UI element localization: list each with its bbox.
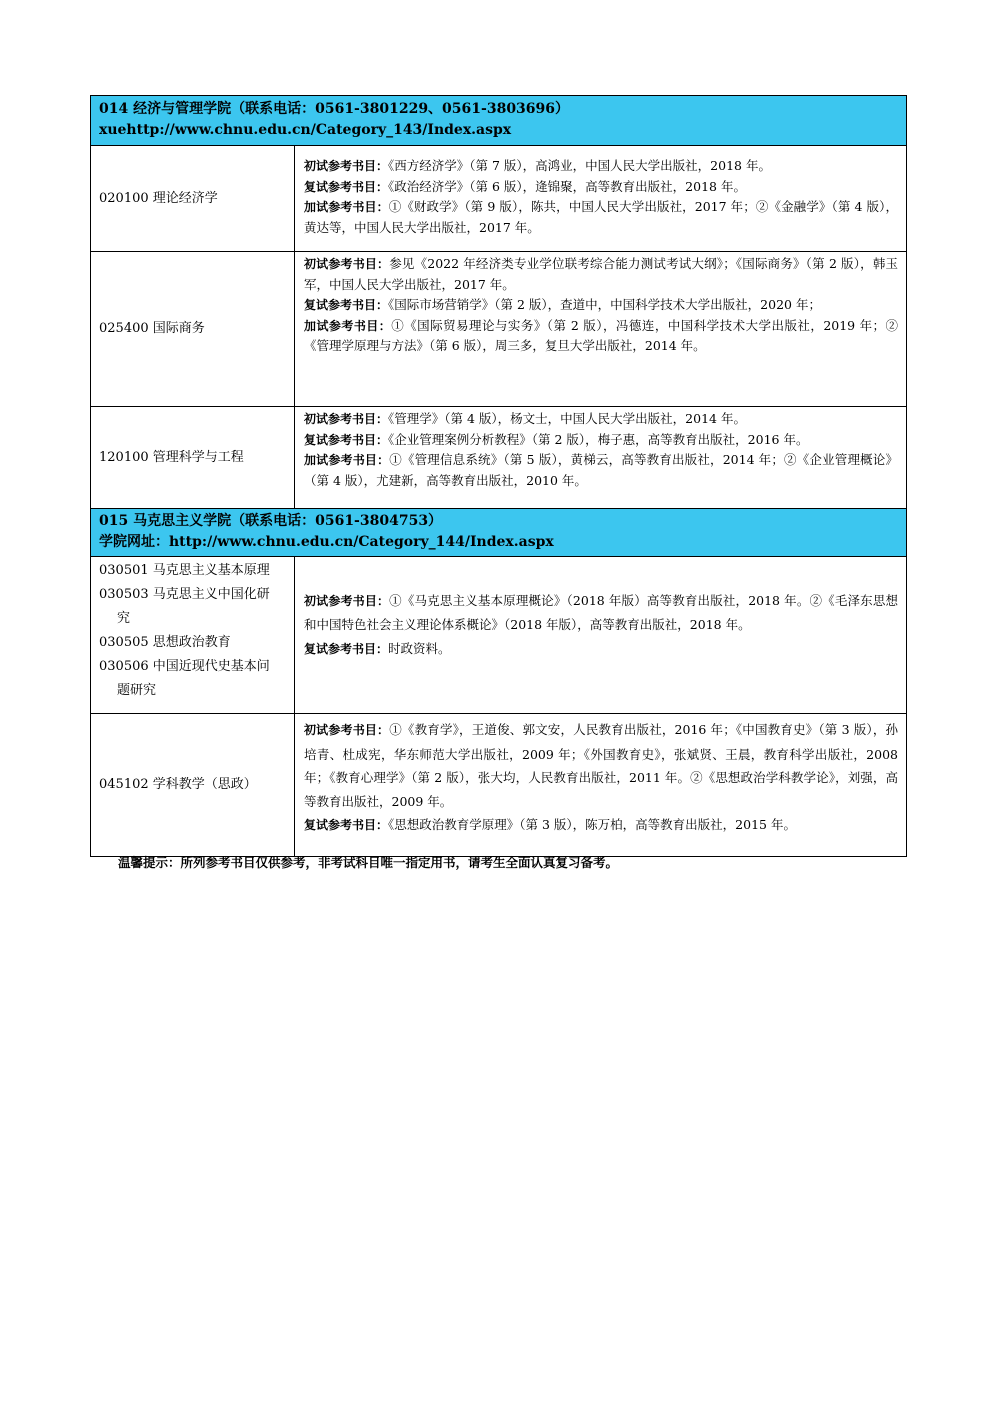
book-entry <box>304 254 898 295</box>
book-list <box>295 146 907 252</box>
book-label: 初试参考书目： <box>304 412 389 426</box>
reference-books-table <box>90 95 907 857</box>
book-entry <box>304 177 898 198</box>
book-text: 《国际市场营销学》（第 2 版），查道中，中国科学技术大学出版社，2020 年； <box>388 297 821 312</box>
section-header-015 <box>91 509 907 557</box>
book-entry <box>304 156 898 177</box>
book-label: 复试参考书目： <box>304 818 389 832</box>
major-name: 030501 马克思主义基本原理 <box>99 563 270 578</box>
book-text: 《西方经济学》（第 7 版），高鸿业，中国人民大学出版社，2018 年。 <box>388 158 771 173</box>
book-list <box>295 252 907 407</box>
book-label: 复试参考书目： <box>304 179 389 194</box>
book-list <box>295 714 907 857</box>
book-label: 复试参考书目： <box>304 432 389 447</box>
book-label: 初试参考书目： <box>304 159 389 173</box>
book-text: 《管理学》（第 4 版），杨文士，中国人民大学出版社，2014 年。 <box>388 411 746 426</box>
section-website: 学院网址：http://www.chnu.edu.cn/Category_144/Index.aspx <box>99 534 554 550</box>
table-row <box>91 146 907 252</box>
section-title: 015 马克思主义学院（联系电话：0561-3804753） <box>99 513 443 529</box>
book-entry <box>304 450 898 491</box>
book-entry <box>304 409 898 430</box>
book-text: 参见《2022 年经济类专业学位联考综合能力测试考试大纲》；《国际商务》（第 2 版），韩玉军，中国人民大学出版社，2017 年。 <box>304 256 898 292</box>
book-text: 《政治经济学》（第 6 版），逄锦聚，高等教育出版社，2018 年。 <box>388 178 746 194</box>
book-entry <box>304 589 898 637</box>
book-entry <box>304 316 898 357</box>
table-row <box>91 252 907 407</box>
book-entry <box>304 295 898 316</box>
book-list <box>295 407 907 509</box>
table-row <box>91 407 907 509</box>
major-name: 030505 思想政治教育 <box>99 635 231 650</box>
book-text: ①《国际贸易理论与实务》（第 2 版），冯德连，中国科学技术大学出版社，2019 年；②《管理学原理与方法》（第 6 版），周三多，复旦大学出版社，2014 年。 <box>304 317 898 353</box>
book-entry <box>304 813 898 838</box>
major-name: 045102 学科教学（思政） <box>91 714 295 857</box>
book-text: ①《教育学》，王道俊、郭文安，人民教育出版社，2016 年；《中国教育史》（第 3 版），孙培青、杜成宪，华东师范大学出版社，2009 年；《外国教育史》，张斌贤、王晨，教育科学出版社，2008 年；《教育心理学》（第 2 版），张大均，人民教育出版社，2011 年。②《思想政治学科教学论》，刘强，高等教育出版社，2009 年。 <box>304 722 898 809</box>
book-text: ①《管理信息系统》（第 5 版），黄梯云，高等教育出版社，2014 年；②《企业管理概论》（第 4 版），尤建新，高等教育出版社，2010 年。 <box>304 452 898 488</box>
table-row <box>91 714 907 857</box>
major-name: 120100 管理科学与工程 <box>91 407 295 509</box>
book-label: 加试参考书目： <box>304 453 390 467</box>
book-entry <box>304 637 898 661</box>
book-entry <box>304 430 898 451</box>
book-entry <box>304 718 898 813</box>
book-label: 初试参考书目： <box>304 594 390 608</box>
book-label: 加试参考书目： <box>304 318 392 333</box>
book-list <box>295 557 907 714</box>
book-text: 《思想政治教育学原理》（第 3 版），陈万柏，高等教育出版社，2015 年。 <box>388 817 796 832</box>
major-list <box>91 557 295 714</box>
section-website: xuehttp://www.chnu.edu.cn/Category_143/Index.aspx <box>99 122 512 138</box>
tip-note: 温馨提示：所列参考书目仅供参考，非考试科目唯一指定用书，请考生全面认真复习备考。 <box>118 855 619 870</box>
book-label: 复试参考书目： <box>304 298 389 312</box>
section-title: 014 经济与管理学院（联系电话：0561-3801229、0561-3803696） <box>99 101 570 117</box>
table-row <box>91 557 907 714</box>
major-name-continued: 究 <box>117 611 131 626</box>
major-name: 030503 马克思主义中国化研 <box>99 587 270 602</box>
book-label: 复试参考书目： <box>304 642 389 656</box>
book-label: 加试参考书目： <box>304 200 389 214</box>
book-label: 初试参考书目： <box>304 723 390 737</box>
book-text: 《企业管理案例分析教程》（第 2 版），梅子惠，高等教育出版社，2016 年。 <box>388 431 809 447</box>
book-text: 时政资料。 <box>388 641 451 656</box>
book-text: ①《财政学》（第 9 版），陈共，中国人民大学出版社，2017 年；②《金融学》（第 4 版），黄达等，中国人民大学出版社，2017 年。 <box>304 199 898 235</box>
book-text: ①《马克思主义基本原理概论》（2018 年版）高等教育出版社，2018 年。②《毛泽东思想和中国特色社会主义理论体系概论》（2018 年版），高等教育出版社，2018 年。 <box>304 593 898 632</box>
section-header-014 <box>91 96 907 146</box>
book-label: 初试参考书目： <box>304 257 390 271</box>
major-name: 030506 中国近现代史基本问 <box>99 659 270 674</box>
major-name-continued: 题研究 <box>117 683 157 698</box>
major-name: 025400 国际商务 <box>91 252 295 407</box>
major-name: 020100 理论经济学 <box>91 146 295 252</box>
book-entry <box>304 197 898 238</box>
